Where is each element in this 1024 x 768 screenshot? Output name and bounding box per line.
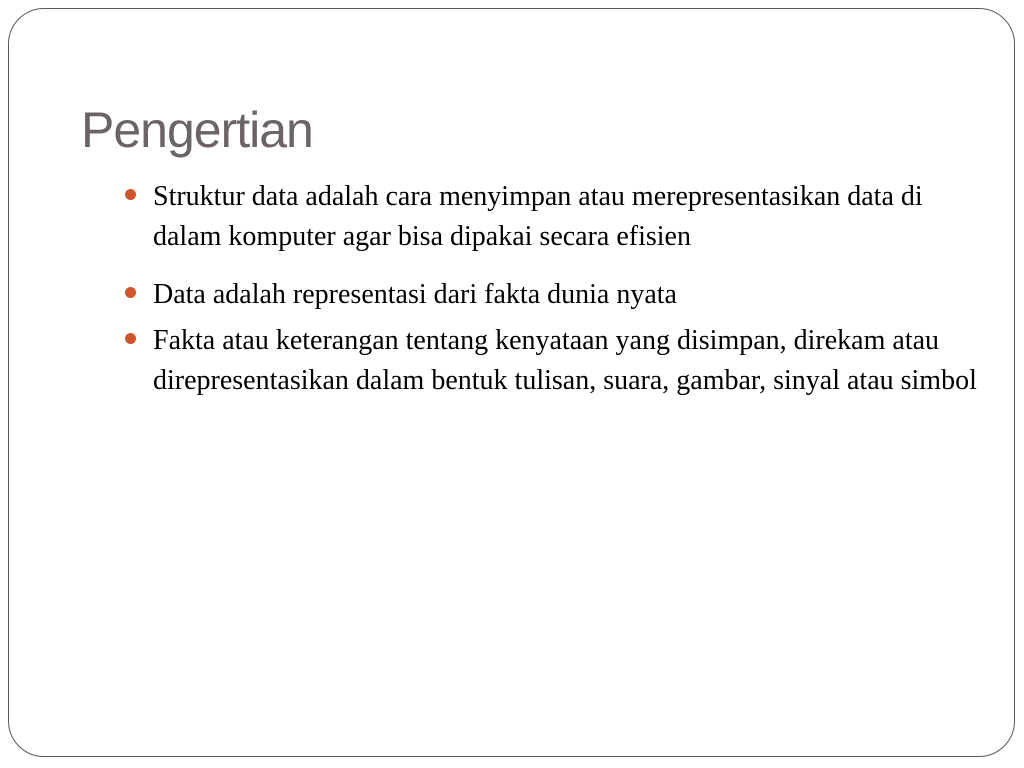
bullet-item: [125, 321, 985, 401]
bullet-dot-icon: [125, 189, 136, 200]
slide-title: Pengertian: [81, 102, 313, 158]
bullet-dot-icon: [125, 333, 136, 344]
bullet-text: Struktur data adalah cara menyimpan atau merepresentasikan data di dalam komputer agar bisa dipakai secara efisien: [153, 181, 923, 252]
bullet-list: [125, 177, 985, 401]
bullet-item: [125, 275, 985, 315]
bullet-text: Data adalah representasi dari fakta dunia nyata: [153, 279, 677, 310]
bullet-text: Fakta atau keterangan tentang kenyataan yang disimpan, direkam atau direpresentasikan dalam bentuk tulisan, suara, gambar, sinyal atau simbol: [153, 325, 977, 396]
bullet-dot-icon: [125, 287, 136, 298]
bullet-item: [125, 177, 985, 257]
slide-frame: [8, 8, 1015, 757]
